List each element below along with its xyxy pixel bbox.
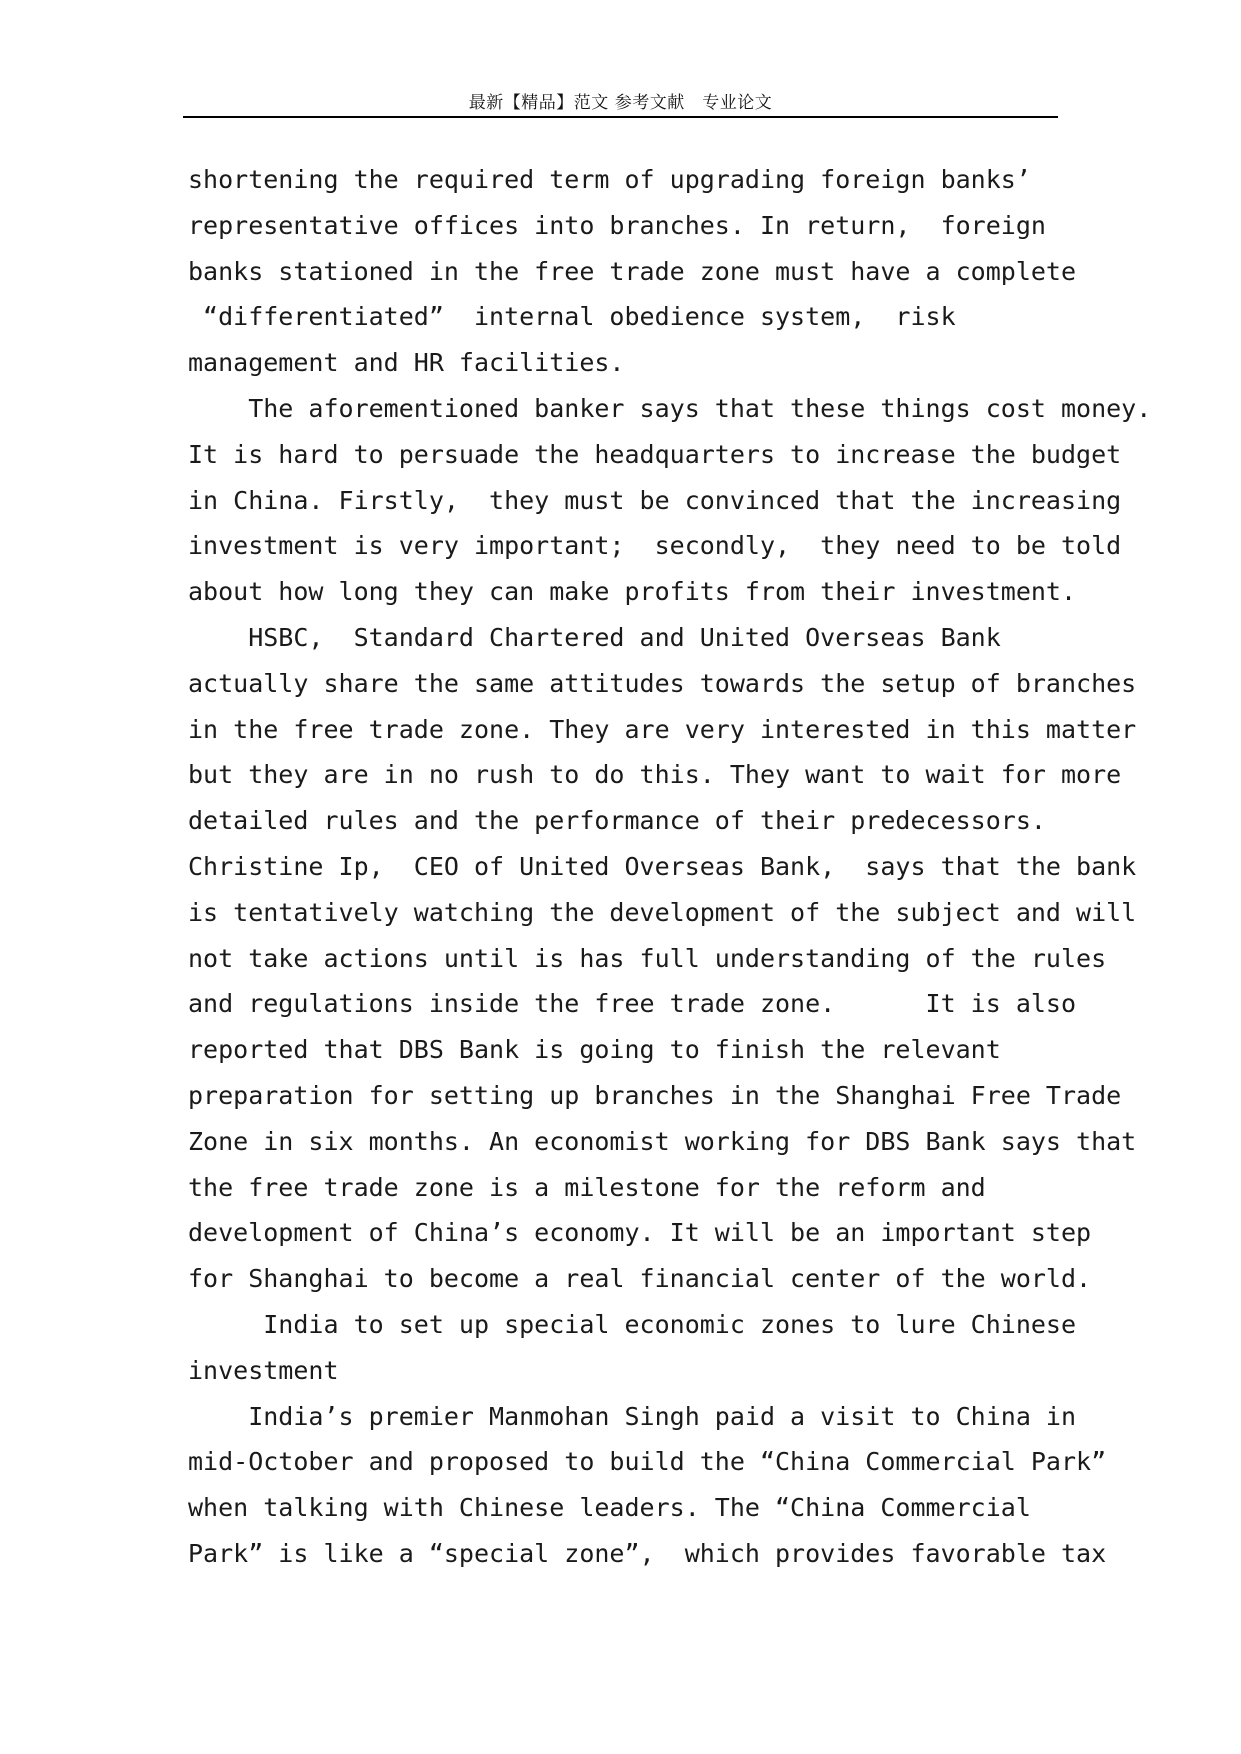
- text-line: “differentiated” internal obedience system, risk: [188, 302, 956, 332]
- text-line: for Shanghai to become a real financial center of the world.: [188, 1264, 1092, 1294]
- text-line: banks stationed in the free trade zone must have a complete: [188, 256, 1077, 286]
- text-line: Christine Ip, CEO of United Overseas Bank, says that the bank: [188, 851, 1137, 881]
- text-line: Zone in six months. An economist working for DBS Bank says that: [188, 1126, 1137, 1156]
- text-line: shortening the required term of upgrading foreign banks’: [188, 165, 1031, 194]
- text-line: Park” is like a “special zone”, which provides favorable tax: [188, 1538, 1107, 1568]
- text-line: investment is very important; secondly, they need to be told: [188, 531, 1122, 561]
- section-heading-line: India to set up special economic zones to lure Chinese: [188, 1309, 1077, 1339]
- text-line: The aforementioned banker says that these things cost money.: [188, 393, 1152, 423]
- header-text: 最新【精品】范文 参考文献 专业论文: [468, 93, 773, 113]
- text-line: management and HR facilities.: [188, 348, 625, 378]
- text-line: but they are in no rush to do this. They want to wait for more: [188, 760, 1122, 790]
- text-line: detailed rules and the performance of their predecessors.: [188, 806, 1046, 836]
- text-line: and regulations inside the free trade zone. It is also: [188, 989, 1077, 1019]
- text-line: when talking with Chinese leaders. The “China Commercial: [188, 1493, 1031, 1523]
- text-line: in the free trade zone. They are very interested in this matter: [188, 714, 1137, 744]
- text-line: in China. Firstly, they must be convinced that the increasing: [188, 485, 1122, 515]
- text-line: mid-October and proposed to build the “China Commercial Park”: [188, 1447, 1107, 1477]
- page-header: [183, 86, 1058, 118]
- text-line: representative offices into branches. In return, foreign: [188, 210, 1046, 240]
- text-line: development of China’s economy. It will be an important step: [188, 1218, 1092, 1248]
- document-body: [188, 157, 1152, 1577]
- text-line: HSBC, Standard Chartered and United Overseas Bank: [188, 622, 1001, 652]
- section-heading-line: investment: [188, 1355, 339, 1385]
- text-line: reported that DBS Bank is going to finish the relevant: [188, 1035, 1001, 1065]
- text-line: about how long they can make profits from their investment.: [188, 577, 1077, 607]
- text-line: It is hard to persuade the headquarters to increase the budget: [188, 439, 1122, 469]
- text-line: India’s premier Manmohan Singh paid a visit to China in: [188, 1401, 1077, 1431]
- text-line: is tentatively watching the development of the subject and will: [188, 897, 1137, 927]
- text-line: the free trade zone is a milestone for the reform and: [188, 1172, 986, 1202]
- text-line: actually share the same attitudes towards the setup of branches: [188, 668, 1137, 698]
- text-line: not take actions until is has full understanding of the rules: [188, 943, 1107, 973]
- text-line: preparation for setting up branches in the Shanghai Free Trade: [188, 1080, 1122, 1110]
